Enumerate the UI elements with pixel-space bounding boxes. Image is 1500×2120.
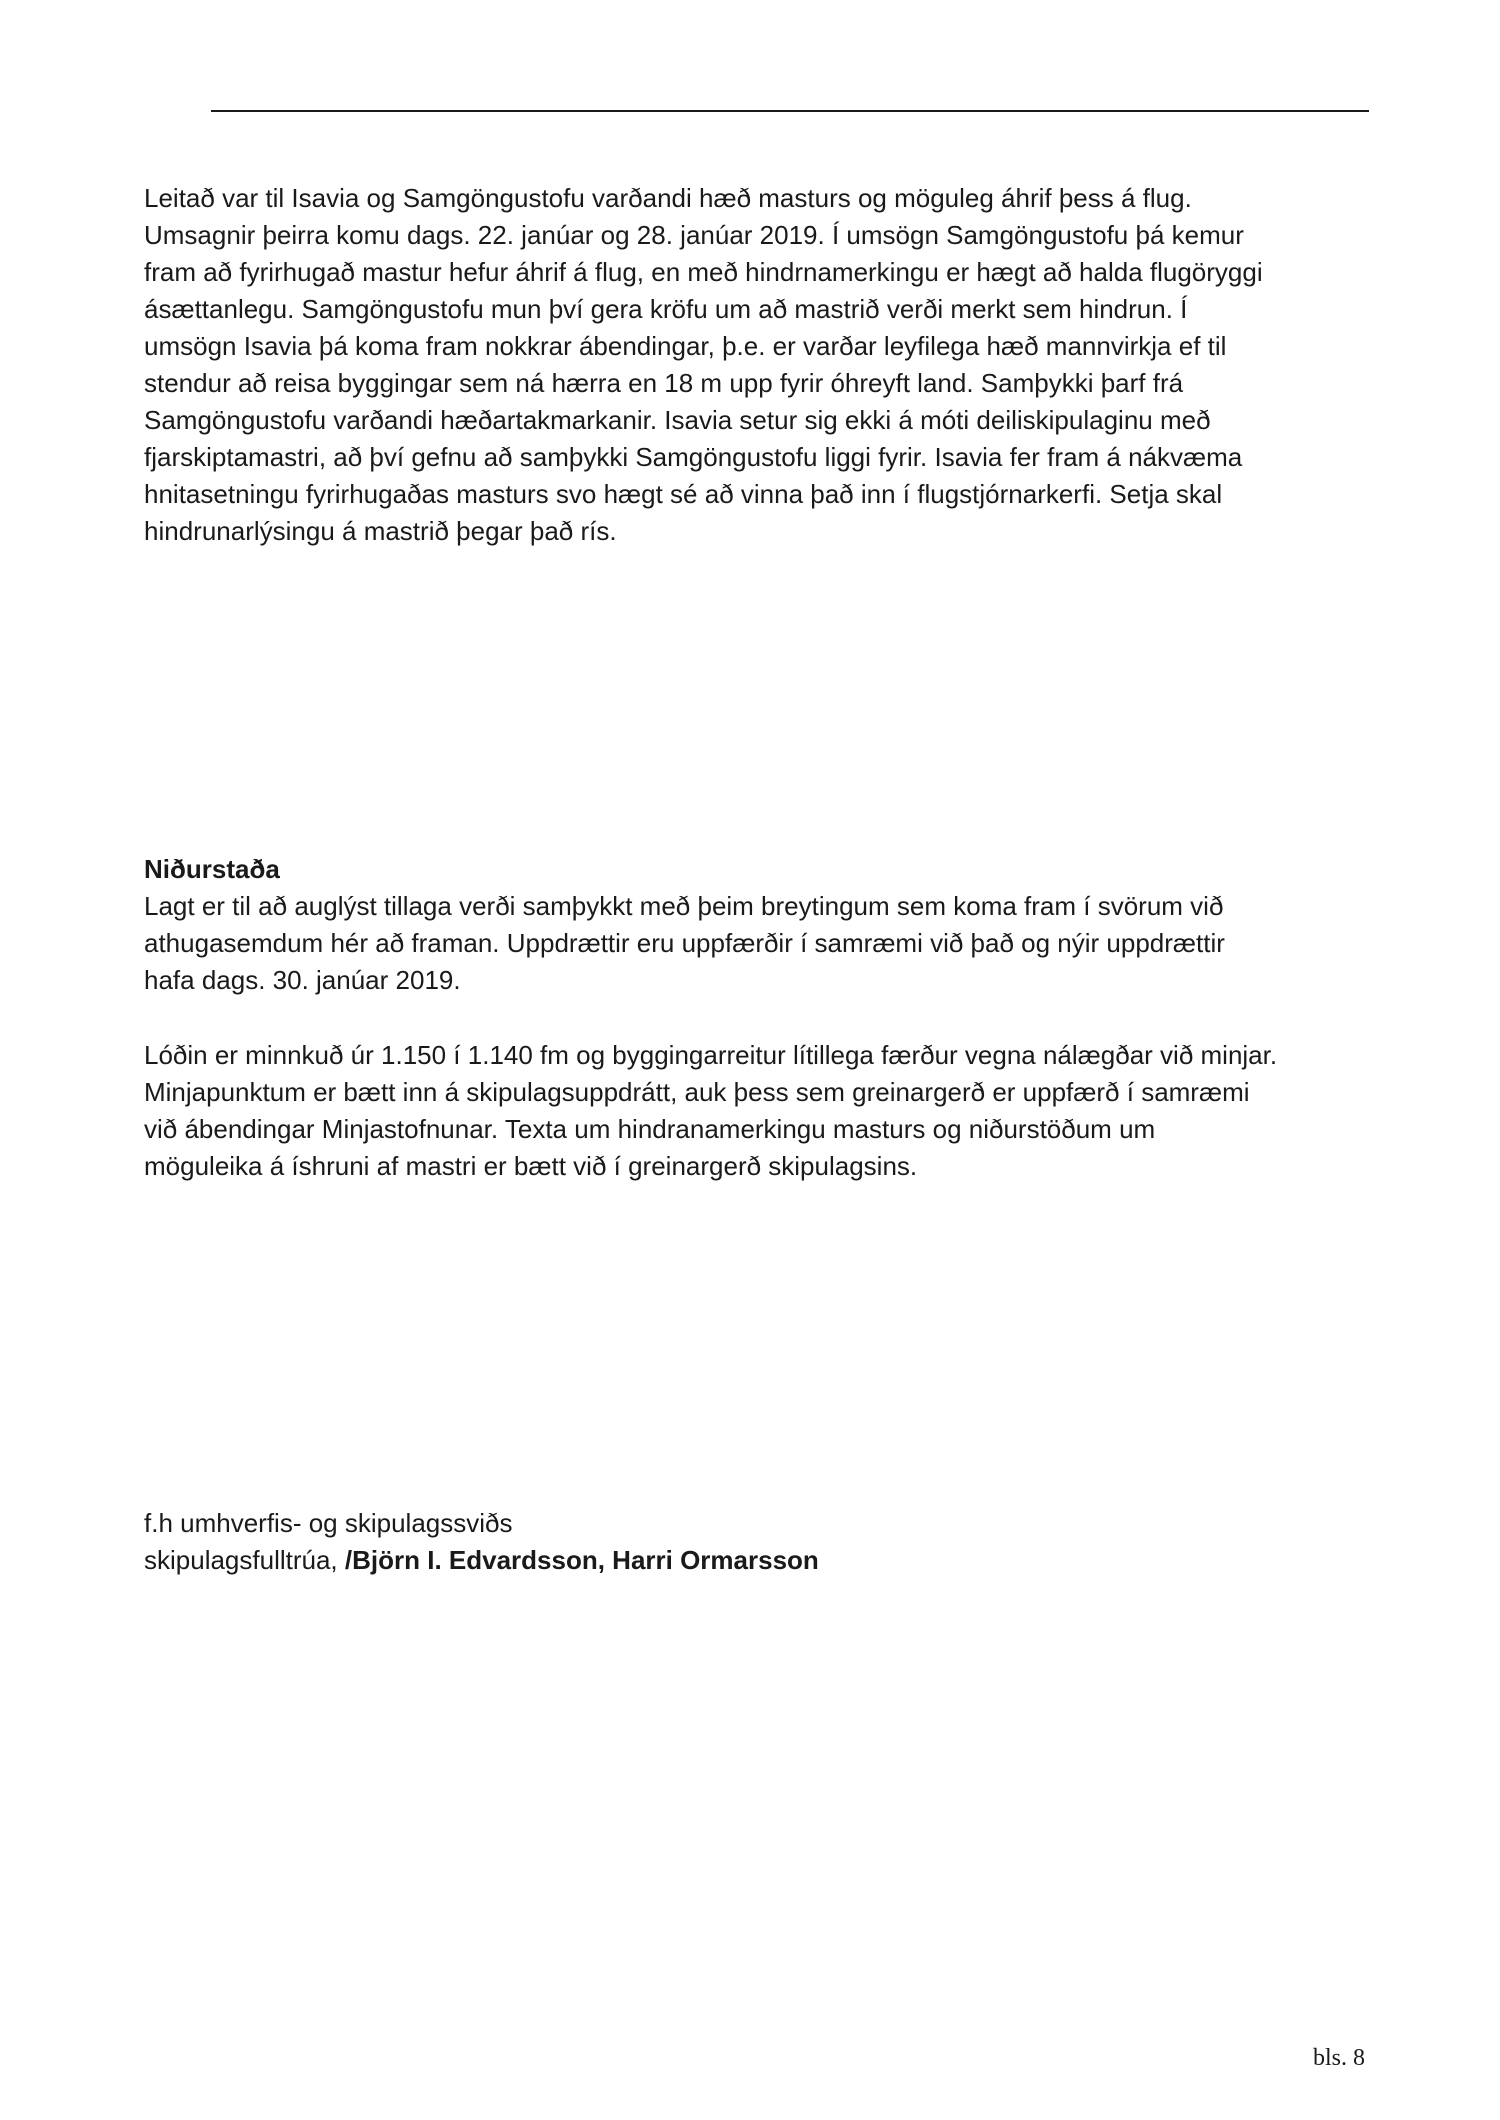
paragraph-line: möguleika á íshruni af mastri er bætt við í greinargerð skipulagsins. xyxy=(144,1151,918,1181)
header-rule xyxy=(211,110,1369,112)
conclusion-section xyxy=(144,851,1384,999)
paragraph-line: hafa dags. 30. janúar 2019. xyxy=(144,965,461,995)
signature-names: /Björn I. Edvardsson, Harri Ormarsson xyxy=(344,1545,819,1575)
signature-block xyxy=(144,1505,1384,1579)
page-number: bls. 8 xyxy=(1312,2045,1365,2071)
paragraph-line: Minjapunktum er bætt inn á skipulagsuppdrátt, auk þess sem greinargerð er uppfærð í samræmi xyxy=(144,1077,1250,1107)
signature-line xyxy=(144,1542,1384,1579)
signature-department: f.h umhverfis- og skipulagssviðs xyxy=(144,1508,513,1538)
paragraph-line: Lagt er til að auglýst tillaga verði samþykkt með þeim breytingum sem koma fram í svörum við xyxy=(144,891,1224,921)
paragraph-line: hnitasetningu fyrirhugaðas masturs svo hægt sé að vinna það inn í flugstjórnarkerfi. Setja skal xyxy=(144,479,1223,509)
paragraph-line: við ábendingar Minjastofnunar. Texta um hindranamerkingu masturs og niðurstöðum um xyxy=(144,1114,1156,1144)
paragraph-line: umsögn Isavia þá koma fram nokkrar ábendingar, þ.e. er varðar leyfilega hæð mannvirkja ef til xyxy=(144,331,1227,361)
paragraph-line: Lóðin er minnkuð úr 1.150 í 1.140 fm og byggingarreitur lítillega færður vegna nálægðar við minjar. xyxy=(144,1040,1278,1070)
signature-role: skipulagsfulltrúa, xyxy=(144,1545,345,1575)
paragraph-isavia-samgongustofa xyxy=(144,180,1384,550)
paragraph-line: fjarskiptamastri, að því gefnu að samþykki Samgöngustofu liggi fyrir. Isavia fer fram á nákvæma xyxy=(144,442,1243,472)
paragraph-line: athugasemdum hér að framan. Uppdrættir eru uppfærðir í samræmi við það og nýir uppdrættir xyxy=(144,928,1225,958)
conclusion-heading: Niðurstaða xyxy=(144,854,280,884)
paragraph-line: Umsagnir þeirra komu dags. 22. janúar og 28. janúar 2019. Í umsögn Samgöngustofu þá kemur xyxy=(144,220,1244,250)
paragraph-line: ásættanlegu. Samgöngustofu mun því gera kröfu um að mastrið verði merkt sem hindrun. Í xyxy=(144,294,1188,324)
paragraph-line: hindrunarlýsingu á mastrið þegar það rís. xyxy=(144,516,617,546)
paragraph-line: Leitað var til Isavia og Samgöngustofu varðandi hæð masturs og möguleg áhrif þess á flug. xyxy=(144,183,1192,213)
paragraph-lot-changes xyxy=(144,1037,1384,1185)
paragraph-line: Samgöngustofu varðandi hæðartakmarkanir. Isavia setur sig ekki á móti deiliskipulaginu með xyxy=(144,405,1211,435)
paragraph-line: fram að fyrirhugað mastur hefur áhrif á flug, en með hindrnamerkingu er hægt að halda flugöryggi xyxy=(144,257,1263,287)
paragraph-line: stendur að reisa byggingar sem ná hærra en 18 m upp fyrir óhreyft land. Samþykki þarf frá xyxy=(144,368,1184,398)
